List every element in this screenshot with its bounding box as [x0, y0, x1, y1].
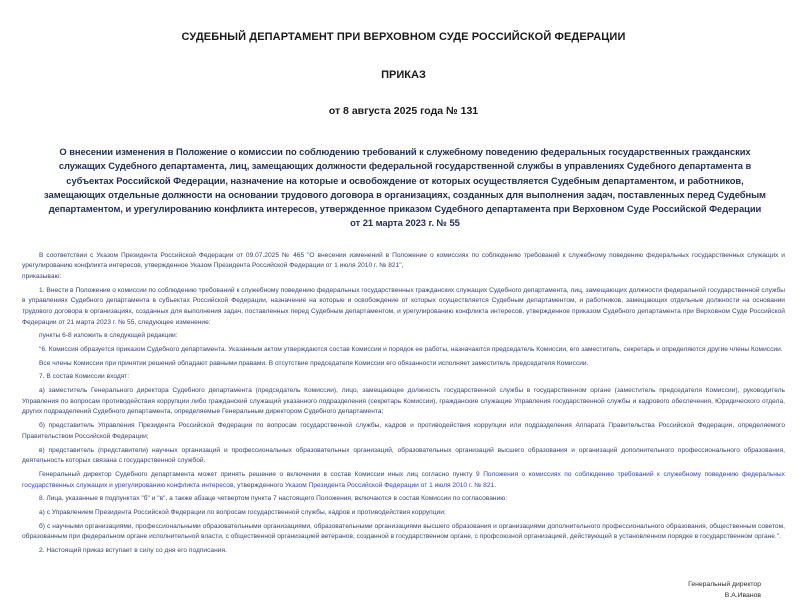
- clause-6-paragraph-2: Все члены Комиссии при принятии решений обладают равными правами. В отсутствие председателя Комиссии его обязанности исполняет заместитель председателя Комиссии.: [39, 359, 589, 367]
- document-body: [0, 251, 807, 601]
- signatory-position: Генеральный директор: [688, 580, 761, 588]
- signature-block: [22, 579, 785, 601]
- clause-7-additional-text-1: Генеральный директор Судебного департамента может принять решение о включении в состав Комиссии иных лиц согласно пункту 9: [39, 470, 484, 478]
- preamble-paragraph: В соответствии с Указом Президента Российской Федерации от 09.07.2025 № 465 "О внесении изменений в Положение о комиссиях по соблюдению требований к служебному поведению федеральных государственных служащих и урегулированию конфликта интересов, утвержденное Указом Президента Российской Федерации от 1 июля 2010 г. № 821",: [22, 251, 785, 270]
- clause-8: 8. Лица, указанные в подпунктах "б" и "в", а также абзаце четвертом пункта 7 настоящего Положения, включаются в состав Комиссии по согласованию:: [39, 495, 508, 503]
- clause-7: 7. В состав Комиссии входят:: [39, 373, 130, 381]
- order-verb: приказываю:: [22, 273, 62, 281]
- clause-item-1-sub: пункты 6-8 изложить в следующей редакции:: [39, 332, 178, 340]
- clause-7-additional-text-3: .: [494, 481, 497, 489]
- clause-8-item-a: а) с Управлением Президента Российской Федерации по вопросам государственной службы, кадров и противодействия коррупции;: [39, 508, 446, 516]
- document-date: от 8 августа 2025 года № 131: [328, 105, 479, 118]
- clause-7-additional-text-2: , утвержденного: [233, 481, 286, 489]
- document-kind: ПРИКАЗ: [381, 69, 426, 82]
- clause-item-1: 1. Внести в Положение о комиссии по соблюдению требований к служебному поведению федеральных государственных гражданских служащих Судебного департамента, лиц, замещающих должности федеральной государственной службы в управлениях Судебного департамента в субъектах Российской Федерации, назначение на которые и освобождение от которых осуществляется Судебным департаментом, и работников, замещающих отдельные должности на основании трудового договора в организациях, созданных для выполнения задач, поставленных перед Судебным департаментом, и урегулированию конфликта интересов, утвержденное приказом Судебного департамента при Верховном Суде Российской Федерации от 21 марта 2023 г. № 55, следующее изменение:: [22, 286, 785, 326]
- link-polozhenie-o-komissiyah[interactable]: Положения о комиссиях по соблюдению требований к служебному поведению федеральных государственных служащих и урегулированию конфликта интересов: [22, 470, 785, 489]
- clause-7-item-b: б) представитель Управления Президента Российской Федерации по вопросам государственной службы, кадров и противодействия коррупции или подразделения Аппарата Правительства Российской Федерации, определяемого Правительством Российской Федерации;: [22, 422, 785, 440]
- clause-8-item-b: б) с научными организациями, профессиональными образовательными организациями, образовательными организациями высшего образования и организациями дополнительного профессионального образования, общественным советом, образованным при федеральном органе исполнительной власти, с общественной организацией ветеранов, созданной в государственном органе, с профсоюзной организацией, действующей в установленном порядке в государственном органе.".: [22, 522, 785, 541]
- clause-7-item-v: в) представитель (представители) научных организаций и профессиональных образовательных организаций, образовательных организаций высшего образования и организаций дополнительного профессионального образования, деятельность которых связана с государственной службой.: [22, 446, 785, 465]
- signatory-name: В.А.Иванов: [724, 591, 761, 599]
- clause-7-additional: [22, 470, 785, 491]
- clause-item-2: 2. Настоящий приказ вступает в силу со дня его подписания.: [39, 546, 227, 554]
- organization-title: СУДЕБНЫЙ ДЕПАРТАМЕНТ ПРИ ВЕРХОВНОМ СУДЕ РОССИЙСКОЙ ФЕДЕРАЦИИ: [181, 31, 626, 43]
- clause-7-item-a: а) заместитель Генерального директора Судебного департамента (председатель Комиссии), лицо, замещающее должность государственной службы в государственном органе (заместитель председателя Комиссии), руководитель Управления по вопросам противодействия коррупции либо гражданский служащий указанного подразделения (секретарь Комиссии), гражданские служащие Управления государственной службы и кадрового обеспечения, Юридического отдела, других подразделений Судебного департамента, определяемые Генеральным директором Судебного департамента;: [22, 387, 785, 416]
- link-ukaz-prezidenta-821[interactable]: Указом Президента Российской Федерации от 1 июля 2010 г. № 821: [285, 481, 495, 489]
- clause-6: "6. Комиссия образуется приказом Судебного департамента. Указанным актом утверждаются состав Комиссии и порядок ее работы, назначаются председатель Комиссии, его заместитель, секретарь и определяются другие члены Комиссии.: [39, 346, 783, 354]
- document-subject: О внесении изменения в Положение о комиссии по соблюдению требований к служебному поведению федеральных государственных гражданских служащих Судебного департамента, лиц, замещающих должности федеральной государственной службы в управлениях Судебного департамента в субъектах Российской Федерации, назначение на которые и освобождение от которых осуществляется Судебным департаментом, и работников, замещающих отдельные должности на основании трудового договора в организациях, созданных для выполнения задач, поставленных перед Судебным департаментом, и урегулированию конфликта интересов, утвержденное приказом Судебного департамента при Верховном Суде Российской Федерации от 21 марта 2023 г. № 55: [44, 145, 766, 229]
